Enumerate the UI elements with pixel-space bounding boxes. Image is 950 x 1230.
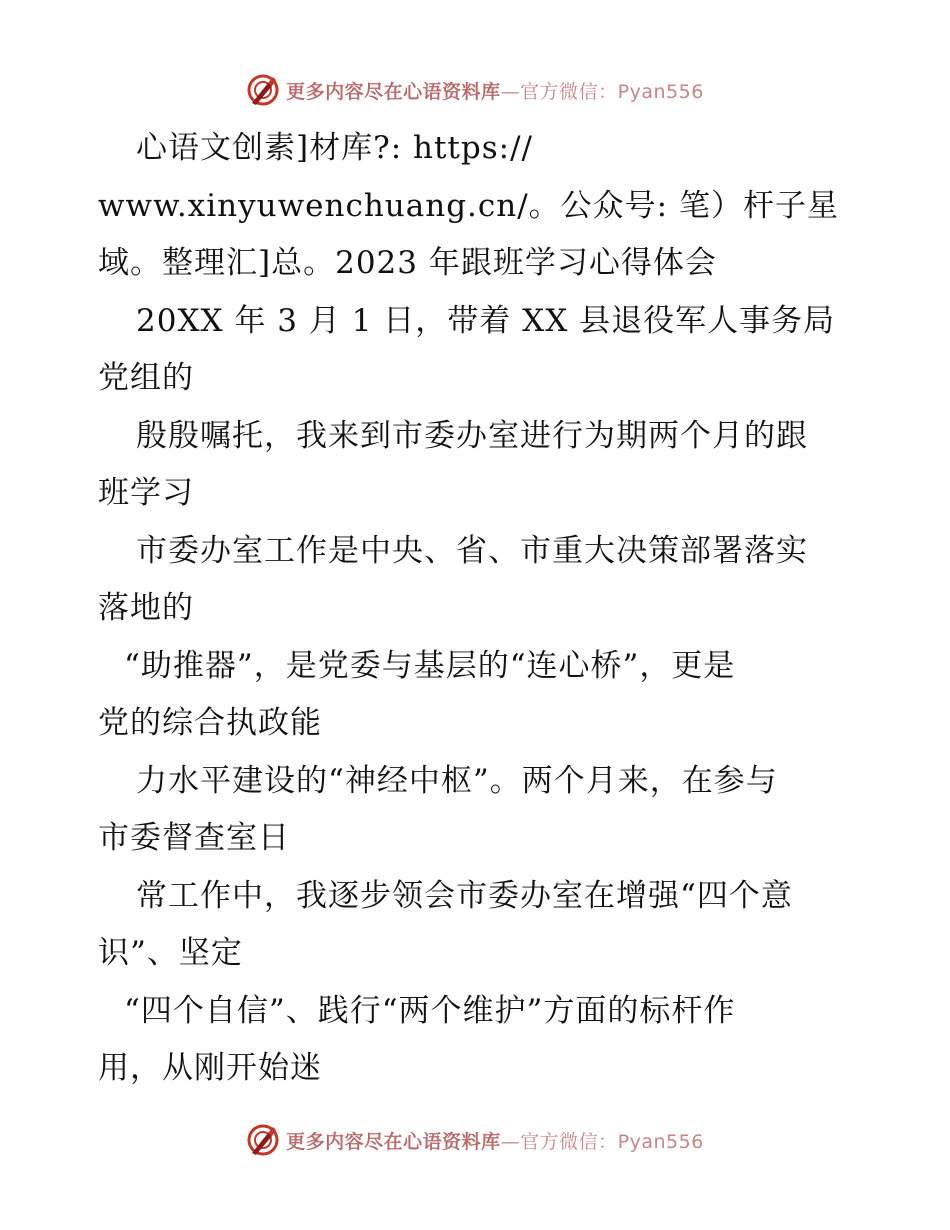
text-line: 党组的	[98, 360, 194, 396]
pen-logo-icon	[246, 1123, 280, 1157]
watermark-text: 更多内容尽在心语资料库—官方微信：Pyan556	[286, 80, 704, 103]
text-line: 力水平建设的“神经中枢”。两个月来，在参与	[136, 762, 778, 799]
watermark-banner-top	[0, 68, 950, 112]
text-line: 党的综合执政能	[98, 705, 322, 741]
watermark-banner-bottom	[0, 1118, 950, 1162]
text-line: 落地的	[98, 590, 194, 626]
text-line: 20XX 年 3 月 1 日，带着 XX 县退役军人事务局	[136, 302, 836, 339]
text-line: 常工作中，我逐步领会市委办室在增强“四个意	[136, 877, 793, 914]
text-line: 市委办室工作是中央、省、市重大决策部署落实	[136, 532, 808, 569]
text-line: 用，从刚开始迷	[98, 1050, 322, 1086]
text-line: “助推器”，是党委与基层的“连心桥”，更是	[124, 647, 736, 684]
pen-logo-icon	[246, 73, 280, 107]
text-line: 市委督查室日	[98, 820, 290, 856]
text-line: 心语文创素]材库?: https://	[136, 130, 533, 166]
text-line: www.xinyuwenchuang.cn/。公众号: 笔）杆子星	[98, 187, 839, 224]
text-line: 殷殷嘱托，我来到市委办室进行为期两个月的跟	[136, 417, 808, 454]
text-line: “四个自信”、践行“两个维护”方面的标杆作	[124, 992, 736, 1029]
watermark-text: 更多内容尽在心语资料库—官方微信：Pyan556	[286, 1130, 704, 1153]
text-line: 域。整理汇]总。2023 年跟班学习心得体会	[98, 245, 717, 281]
document-body	[98, 120, 868, 1098]
text-line: 班学习	[98, 475, 194, 511]
text-line: 识”、坚定	[98, 935, 243, 971]
